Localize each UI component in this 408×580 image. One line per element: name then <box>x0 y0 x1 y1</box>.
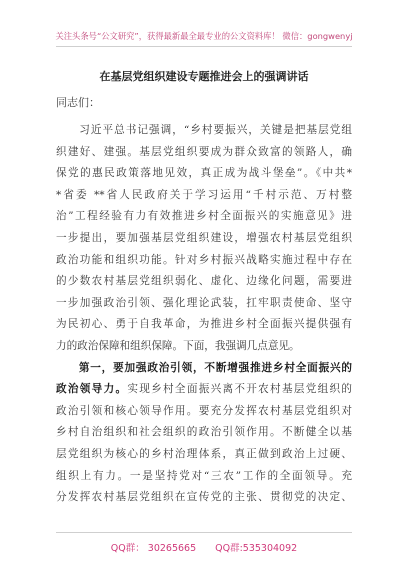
text-line: 组织上有力。一是坚持党对“三农”工作的全面领导。充 <box>56 469 352 482</box>
text-line: 层党组织为核心的乡村治理体系，真正做到政治上过硬、 <box>56 447 352 460</box>
header-divider <box>56 46 352 47</box>
footer-contact: QQ群： 30265665 QQ群:535304092 <box>110 543 298 554</box>
header-banner: 关注头条号“公文研究”，获得最新最全最专业的公文资料库！ 微信：gongwenyj <box>55 31 353 41</box>
text-line <box>56 379 352 401</box>
section-heading-line <box>56 358 352 380</box>
text-line: 治”工程经验有力有效推进乡村全面振兴的实施意见》进 <box>56 210 352 223</box>
text-line: 为民初心、勇于自我革命，为推进乡村全面振兴提供强有 <box>56 318 352 331</box>
text-line: 乡村自治组织和社会组织的政治引领作用。不断健全以基 <box>56 426 352 439</box>
document-title: 在基层党组织建设专题推进会上的强调讲话 <box>99 70 309 83</box>
document-body <box>56 120 352 509</box>
text-line: 政治引领和核心领导作用。要充分发挥农村基层党组织对 <box>56 404 352 417</box>
salutation: 同志们： <box>56 96 100 109</box>
footer-divider <box>56 532 352 533</box>
section-heading: 第一，要加强政治引领，不断增强推进乡村全面振兴的 <box>78 361 352 374</box>
text-line: 一步提出，要加强基层党组织建设，增强农村基层党组织 <box>56 231 352 244</box>
text-line: 织建好、建强。基层党组织要成为群众致富的领路人，确 <box>56 145 352 158</box>
text-run: 实现乡村全面振兴离不开农村基层党组织的 <box>127 383 352 396</box>
text-line: 的少数农村基层党组织弱化、虚化、边缘化问题，需要进 <box>56 275 352 288</box>
text-line: 力的政治保障和组织保障。下面，我强调几点意见。 <box>56 339 300 352</box>
text-line: 政治功能和组织功能。针对乡村振兴战略实施过程中存在 <box>56 253 352 266</box>
text-line: 保党的惠民政策落地见效，真正成为战斗堡垒”。《中共* <box>56 167 352 180</box>
text-line: *省委 **省人民政府关于学习运用“千村示范、万村整 <box>56 188 352 201</box>
text-line: 一步加强政治引领、强化理论武装，扛牢职责使命、坚守 <box>56 296 352 309</box>
section-heading-cont: 政治领导力。 <box>56 383 128 396</box>
text-line: 习近平总书记强调，“乡村要振兴，关键是把基层党组 <box>56 124 352 136</box>
text-line: 分发挥农村基层党组织在宣传党的主张、贯彻党的决定、 <box>56 491 352 504</box>
